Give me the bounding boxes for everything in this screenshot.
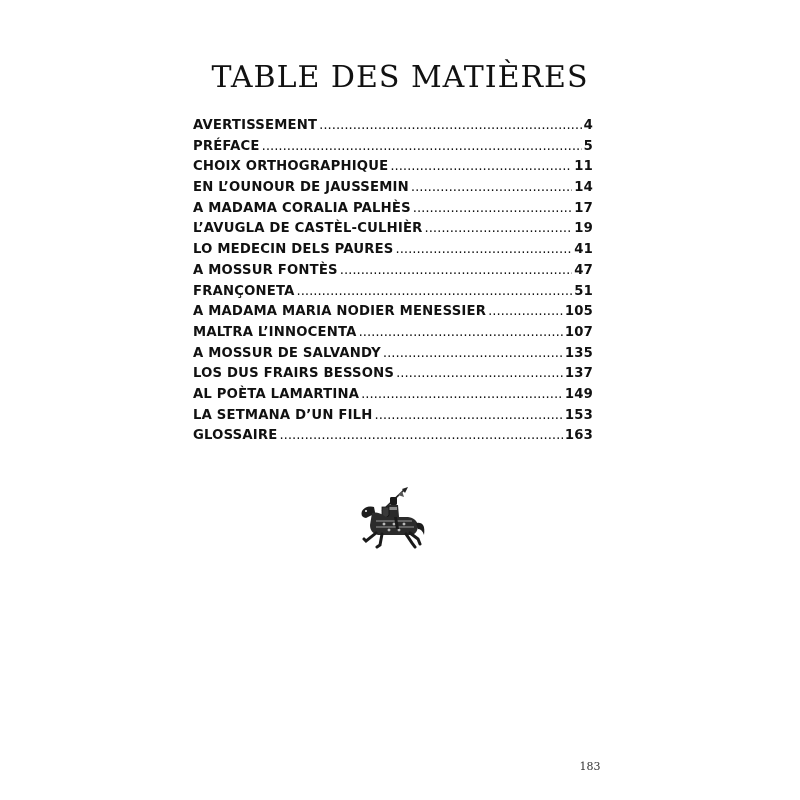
toc-entry xyxy=(193,139,593,160)
toc-dot-leader xyxy=(396,366,563,381)
toc-entry-page: 5 xyxy=(583,138,593,154)
toc-entry xyxy=(193,180,593,201)
table-of-contents xyxy=(193,118,593,449)
toc-entry xyxy=(193,221,593,242)
toc-dot-leader xyxy=(297,284,573,299)
toc-entry-page: 153 xyxy=(564,407,593,423)
toc-entry-label: CHOIX ORTHOGRAPHIQUE xyxy=(193,159,389,175)
toc-dot-leader xyxy=(262,139,582,154)
toc-dot-leader xyxy=(279,428,562,443)
toc-dot-leader xyxy=(390,159,572,174)
toc-entry xyxy=(193,304,593,325)
toc-entry-label: L’AVUGLA DE CASTÈL-CULHIÈR xyxy=(193,221,423,237)
toc-entry-label: LO MEDECIN DELS PAURES xyxy=(193,242,394,258)
toc-entry-label: PRÉFACE xyxy=(193,138,260,154)
toc-entry-label: A MOSSUR DE SALVANDY xyxy=(193,345,381,361)
toc-entry xyxy=(193,242,593,263)
toc-entry-page: 14 xyxy=(574,180,593,196)
toc-entry xyxy=(193,159,593,180)
toc-entry-label: A MADAMA MARIA NODIER MENESSIER xyxy=(193,304,487,320)
toc-entry xyxy=(193,201,593,222)
toc-entry xyxy=(193,428,593,449)
toc-entry xyxy=(193,346,593,367)
page-title: TABLE DES MATIÈRES xyxy=(211,60,589,95)
toc-dot-leader xyxy=(425,221,573,236)
toc-entry-page: 51 xyxy=(574,283,593,299)
toc-entry-label: A MADAMA CORALIA PALHÈS xyxy=(193,200,411,216)
toc-entry-page: 163 xyxy=(564,428,593,444)
toc-dot-leader xyxy=(396,242,573,257)
toc-entry-page: 47 xyxy=(574,262,593,278)
toc-entry-label: FRANÇONETA xyxy=(193,283,295,299)
toc-entry-label: MALTRA L’INNOCENTA xyxy=(193,324,357,340)
toc-dot-leader xyxy=(383,346,563,361)
toc-entry-page: 4 xyxy=(583,118,593,133)
toc-dot-leader xyxy=(361,387,563,402)
toc-entry-page: 105 xyxy=(564,304,593,320)
toc-entry-label: EN L’OUNOUR DE JAUSSEMIN xyxy=(193,180,409,196)
toc-entry xyxy=(193,284,593,305)
toc-entry-page: 17 xyxy=(574,200,593,216)
page-number: 183 xyxy=(579,760,601,773)
toc-entry-page: 149 xyxy=(564,386,593,402)
toc-entry-page: 41 xyxy=(574,242,593,258)
toc-entry xyxy=(193,118,593,139)
toc-entry-label: A MOSSUR FONTÈS xyxy=(193,262,338,278)
toc-entry-label: LA SETMANA D’UN FILH xyxy=(193,407,373,423)
toc-entry-page: 107 xyxy=(564,324,593,340)
toc-dot-leader xyxy=(488,304,563,319)
toc-entry xyxy=(193,366,593,387)
mounted-knight-icon xyxy=(352,487,428,549)
toc-entry-label: LOS DUS FRAIRS BESSONS xyxy=(193,366,395,382)
toc-entry xyxy=(193,408,593,429)
toc-entry-page: 137 xyxy=(564,366,593,382)
toc-entry-label: AVERTISSEMENT xyxy=(193,118,318,133)
toc-entry xyxy=(193,325,593,346)
toc-dot-leader xyxy=(319,118,581,133)
toc-entry-label: GLOSSAIRE xyxy=(193,428,278,444)
toc-dot-leader xyxy=(340,263,572,278)
toc-entry-page: 19 xyxy=(574,221,593,237)
toc-entry xyxy=(193,263,593,284)
toc-entry-page: 135 xyxy=(564,345,593,361)
toc-dot-leader xyxy=(359,325,563,340)
toc-entry-label: AL POÈTA LAMARTINA xyxy=(193,386,360,402)
toc-dot-leader xyxy=(413,201,572,216)
toc-entry xyxy=(193,387,593,408)
toc-entry-page: 11 xyxy=(574,159,593,175)
toc-dot-leader xyxy=(375,408,563,423)
toc-dot-leader xyxy=(411,180,572,195)
